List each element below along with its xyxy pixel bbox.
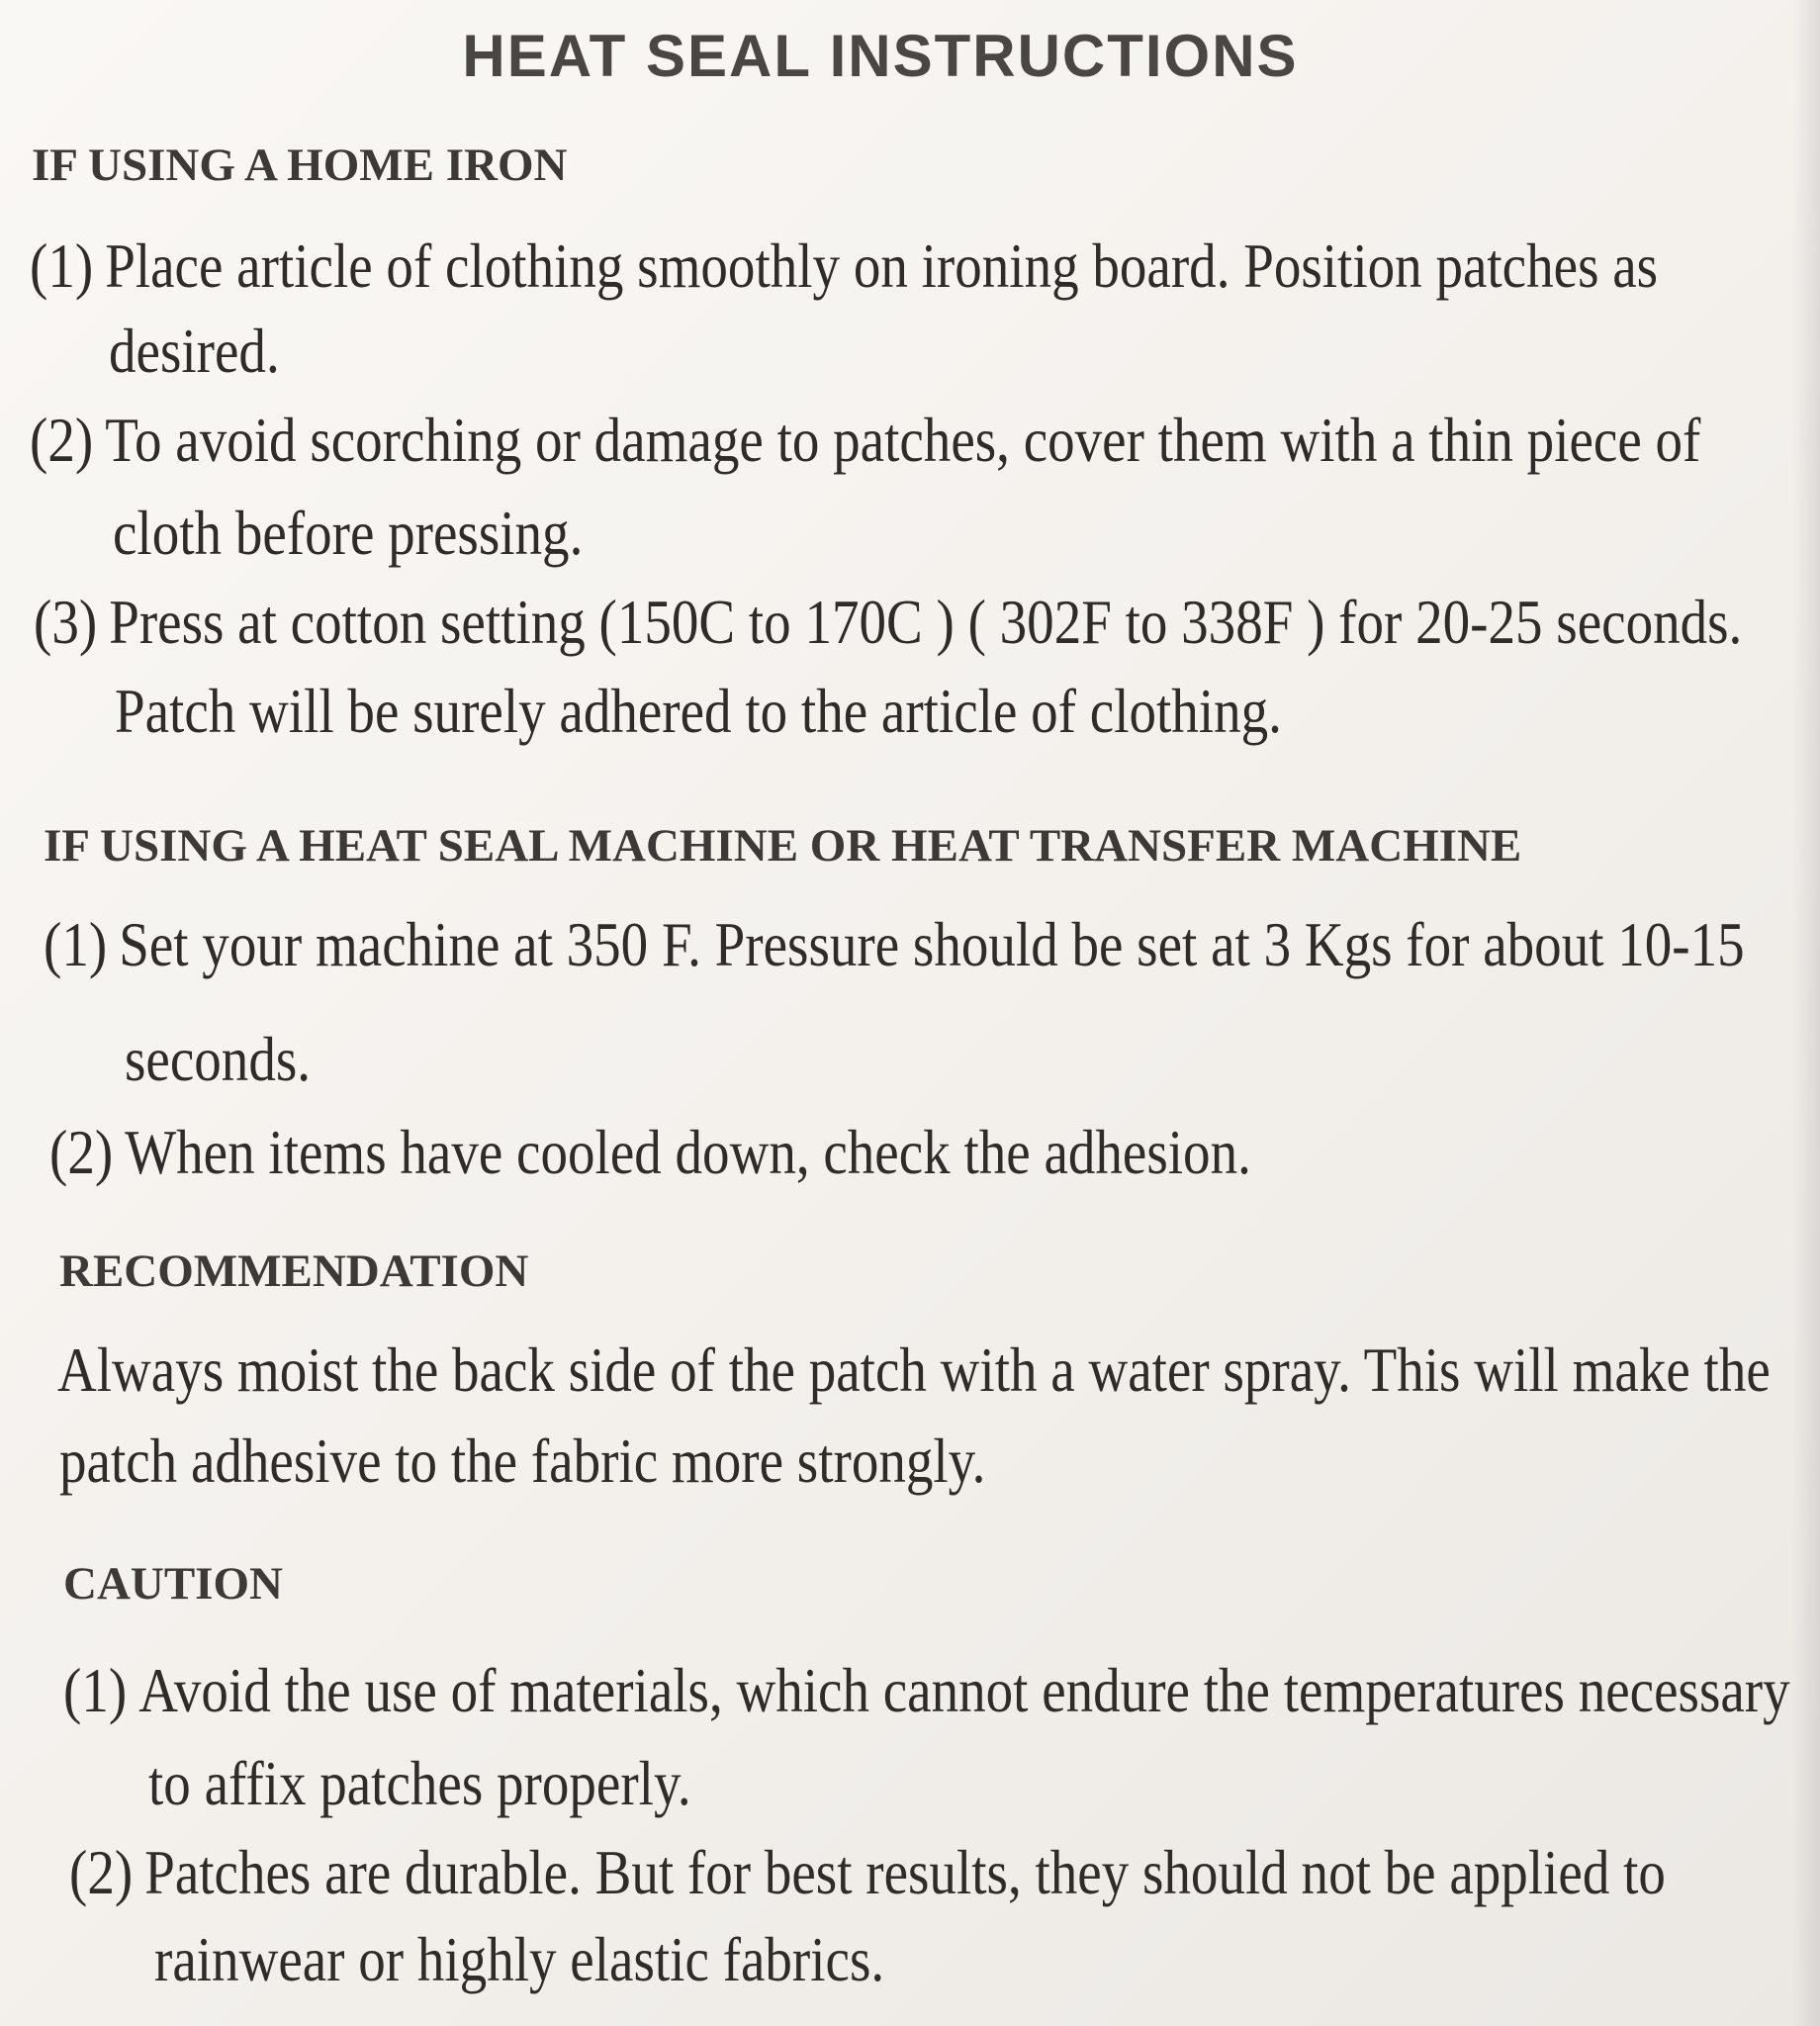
caution-step-1-continued: to affix patches properly. [148, 1748, 691, 1818]
step-text: When items have cooled down, check the adhesion. [125, 1117, 1251, 1187]
step-number: (2) [30, 405, 94, 475]
step-number: (2) [49, 1117, 114, 1187]
caution-step-1 [63, 1654, 1790, 1727]
step-text: Patches are durable. But for best results, they should not be applied to [144, 1837, 1666, 1907]
step-number: (2) [69, 1837, 134, 1907]
step-text: Place article of clothing smoothly on ironing board. Position patches as [105, 230, 1659, 301]
machine-step-1 [44, 908, 1745, 981]
step-number: (1) [44, 909, 108, 979]
section-heading-recommendation: RECOMMENDATION [59, 1245, 529, 1297]
section-heading-machine: IF USING A HEAT SEAL MACHINE OR HEAT TRANSFER MACHINE [44, 820, 1522, 872]
step-text: To avoid scorching or damage to patches, cover them with a thin piece of [105, 405, 1701, 475]
home-iron-step-2-continued: cloth before pressing. [113, 498, 584, 568]
step-text: Set your machine at 350 F. Pressure should be set at 3 Kgs for about 10-15 [119, 909, 1745, 979]
step-number: (1) [63, 1655, 128, 1725]
home-iron-step-3-continued: Patch will be surely adhered to the article of clothing. [115, 676, 1282, 746]
page-title: HEAT SEAL INSTRUCTIONS [462, 23, 1299, 89]
recommendation-text-line-2: patch adhesive to the fabric more strongly. [59, 1426, 986, 1496]
home-iron-step-2 [30, 404, 1700, 477]
machine-step-2 [49, 1116, 1251, 1189]
step-text: Avoid the use of materials, which cannot endure the temperatures necessary [138, 1655, 1790, 1725]
home-iron-step-1-continued: desired. [109, 316, 280, 386]
caution-step-2-continued: rainwear or highly elastic fabrics. [154, 1924, 885, 1994]
recommendation-text-line-1: Always moist the back side of the patch with a water spray. This will make the [57, 1335, 1771, 1405]
step-text: Press at cotton setting (150C to 170C ) ( 302F to 338F ) for 20-25 seconds. [109, 587, 1743, 657]
section-heading-caution: CAUTION [63, 1558, 283, 1610]
step-number: (1) [30, 230, 94, 301]
page-edge-shadow [1792, 0, 1820, 2026]
home-iron-step-3 [34, 586, 1742, 659]
step-number: (3) [34, 587, 98, 657]
home-iron-step-1 [30, 230, 1658, 303]
caution-step-2 [69, 1836, 1666, 1909]
machine-step-1-continued: seconds. [125, 1024, 312, 1094]
section-heading-home-iron: IF USING A HOME IRON [32, 139, 568, 191]
